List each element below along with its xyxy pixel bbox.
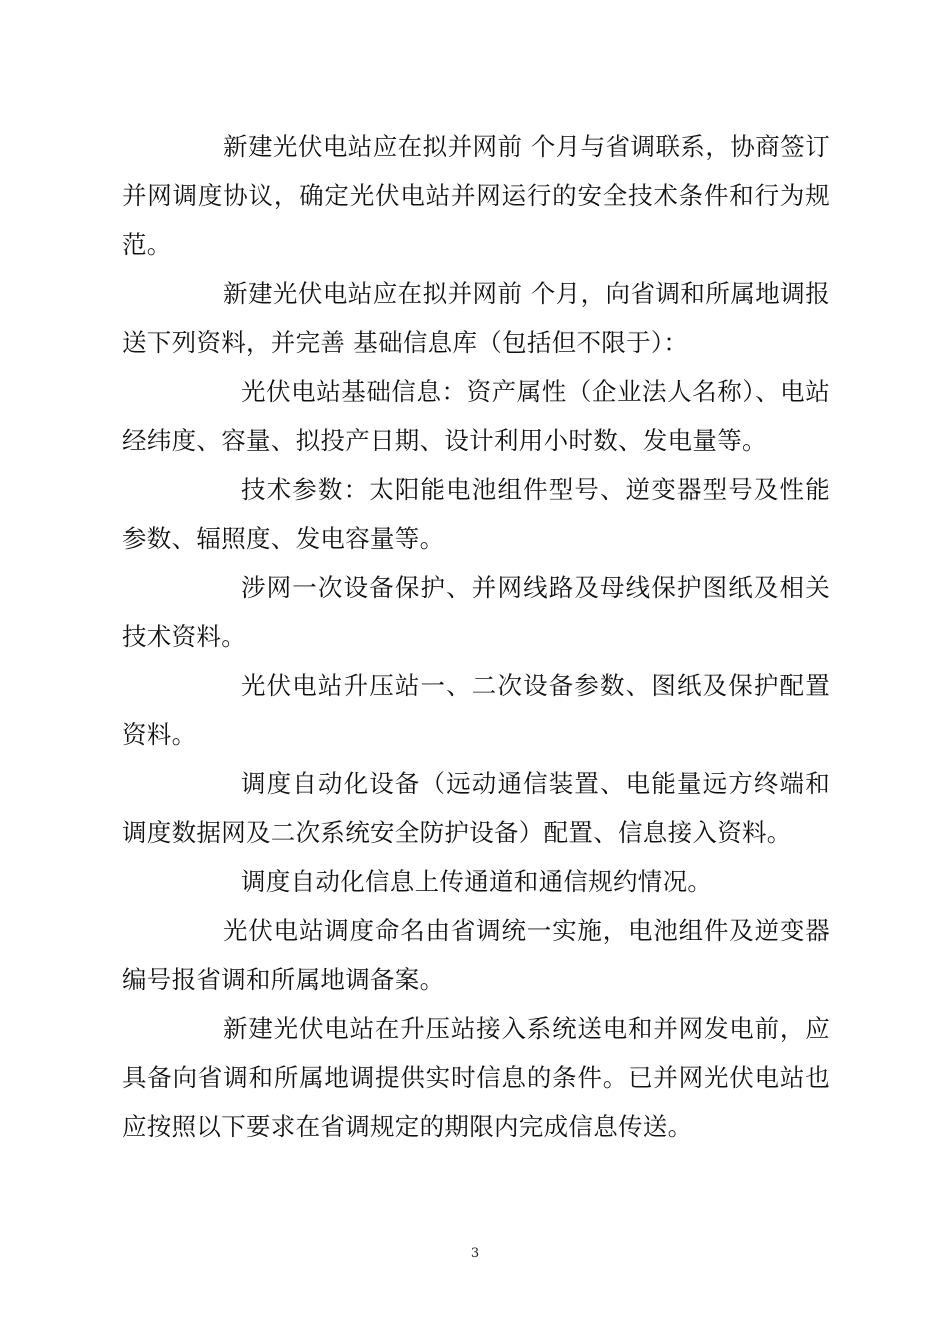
list-item-primary-equipment: 涉网一次设备保护、并网线路及母线保护图纸及相关技术资料。 <box>122 573 830 651</box>
paragraph-dispatch-naming: 光伏电站调度命名由省调统一实施，电池组件及逆变器编号报省调和所属地调备案。 <box>122 916 830 994</box>
page-number: 3 <box>470 1246 480 1261</box>
list-item-automation-equipment: 调度自动化设备（远动通信装置、电能量远方终端和调度数据网及二次系统安全防护设备）配置、信息接入资料。 <box>122 769 830 847</box>
list-item-substation-equipment: 光伏电站升压站一、二次设备参数、图纸及保护配置资料。 <box>122 671 830 749</box>
paragraph-submit-materials: 新建光伏电站应在拟并网前 个月，向省调和所属地调报送下列资料，并完善 基础信息库（包括但不限于）： <box>122 279 830 357</box>
paragraph-realtime-info: 新建光伏电站在升压站接入系统送电和并网发电前，应具备向省调和所属地调提供实时信息的条件。已并网光伏电站也应按照以下要求在省调规定的期限内完成信息传送。 <box>122 1014 830 1141</box>
paragraph-grid-agreement: 新建光伏电站应在拟并网前 个月与省调联系，协商签订并网调度协议，确定光伏电站并网运行的安全技术条件和行为规范。 <box>122 132 830 259</box>
list-item-technical-params: 技术参数：太阳能电池组件型号、逆变器型号及性能参数、辐照度、发电容量等。 <box>122 475 830 553</box>
document-body <box>122 122 830 1151</box>
list-item-basic-info: 光伏电站基础信息：资产属性（企业法人名称）、电站经纬度、容量、拟投产日期、设计利用小时数、发电量等。 <box>122 377 830 455</box>
list-item-automation-channel: 调度自动化信息上传通道和通信规约情况。 <box>241 867 713 896</box>
